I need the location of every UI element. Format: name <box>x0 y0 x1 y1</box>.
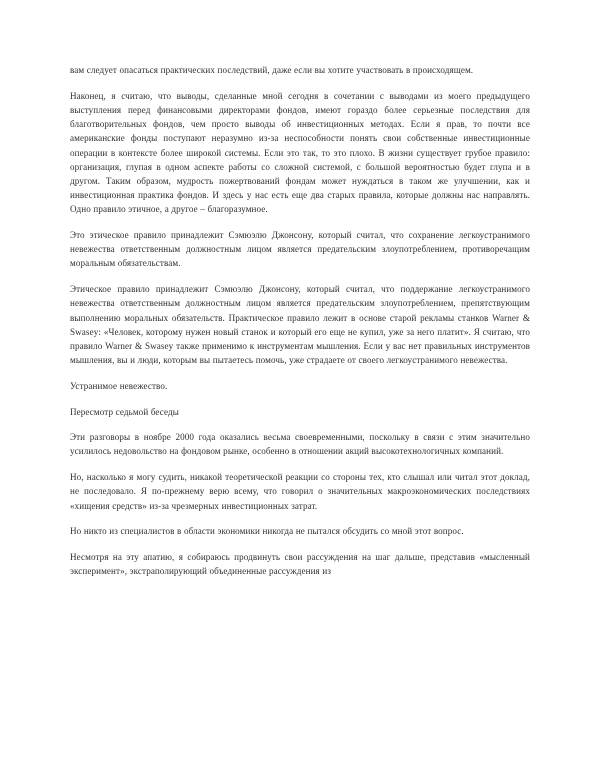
paragraph: Эти разговоры в ноябре 2000 года оказались весьма своевременными, поскольку в связи с этим значительно усилилось недовольство на фондовом рынке, особенно в отношении акций высокотехнологичных компаний. <box>70 432 530 457</box>
paragraph: Наконец, я считаю, что выводы, сделанные мной сегодня в сочетании с выводами из моего предыдущего выступления перед финансовыми директорами фондов, имеют гораздо более серьезные последствия для благотворительных фондов, чем просто выводы об инвестиционных методах. Если я прав, то почти все американские фонды поступают неразумно из-за неспособности понять свои собственные инвестиционные операции в контексте более широкой системы. Если это так, то это плохо. В жизни существует грубое правило: организация, глупая в одном аспекте работы со сложной системой, с большой вероятностью будет глупа и в другом. Таким образом, мудрость пожертвований фондам может нуждаться в таком же улучшении, как и инвестиционная практика фондов. И здесь у нас есть еще два старых правила, которые должны нас направлять. Одно правило этичное, а другое – благоразумное. <box>70 90 530 215</box>
paragraph: Устранимое невежество. <box>70 380 168 391</box>
paragraph: Это этическое правило принадлежит Сэмюэлю Джонсону, который считал, что сохранение легкоустранимого невежества ответственным должностным лицом является предательским злоупотреблением, противоречащим моральным обязательствам. <box>70 230 530 269</box>
paragraph-heading: Пересмотр седьмой беседы <box>70 406 179 417</box>
paragraph: вам следует опасаться практических последствий, даже если вы хотите участвовать в происходящем. <box>70 65 474 75</box>
paragraph: Несмотря на эту апатию, я собираюсь продвинуть свои рассуждения на шаг дальше, представив «мысленный эксперимент», экстраполирующий объединенные рассуждения из <box>70 551 530 577</box>
paragraph: Но никто из специалистов в области экономики никогда не пытался обсудить со мной этот вопрос. <box>70 526 464 537</box>
body-text-column <box>70 63 530 590</box>
paragraph: Этическое правило принадлежит Сэмюэлю Джонсону, который считал, что поддержание легкоустранимого невежества ответственным должностным лицом является предательским злоупотреблением, препятствующим выполнению моральных обязательств. Практическое правило лежит в основе старой рекламы станков Warner & Swasey: «Человек, которому нужен новый станок и который его еще не купил, уже за него платит». Я считаю, что правило Warner & Swasey также применимо к инструментам мышления. Если у вас нет правильных инструментов мышления, вы и люди, которым вы пытаетесь помочь, уже страдаете от своего легкоустранимого невежества. <box>70 284 530 366</box>
paragraph: Но, насколько я могу судить, никакой теоретической реакции со стороны тех, кто слышал или читал этот доклад, не последовало. Я по-прежнему верю всему, что говорил о значительных макроэкономических последствиях «хищения средств» из-за чрезмерных инвестиционных затрат. <box>70 472 530 511</box>
